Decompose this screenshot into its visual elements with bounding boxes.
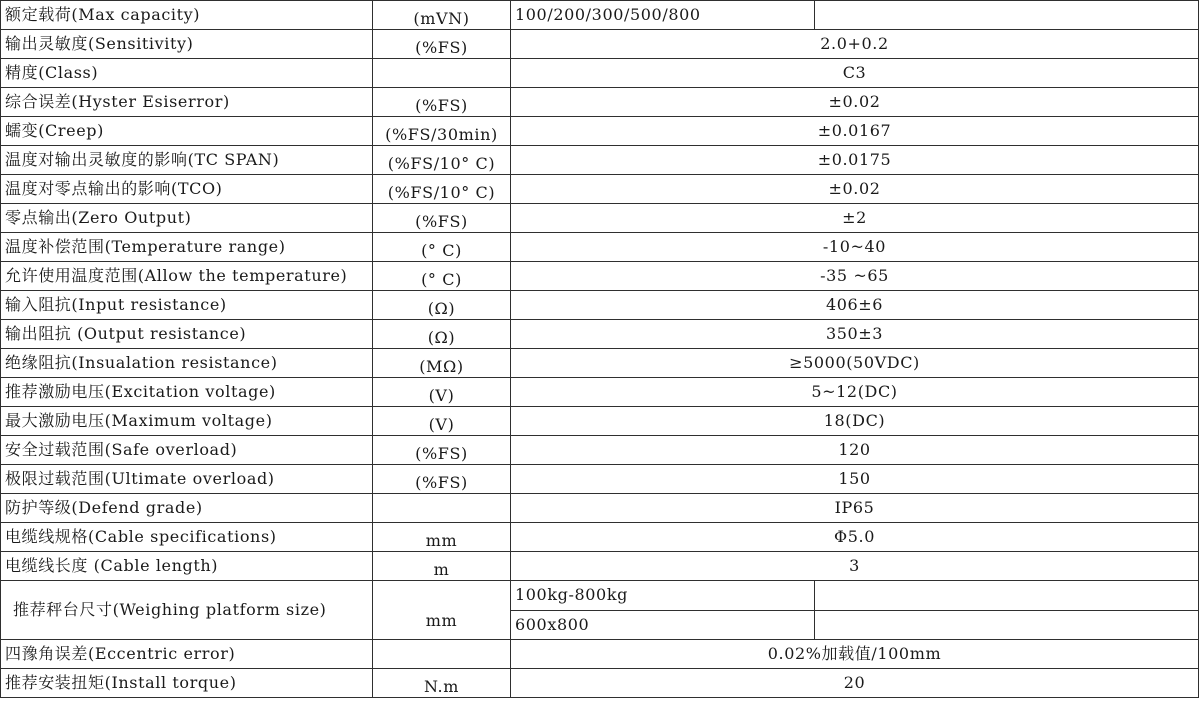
unit-cell [373,320,511,349]
unit-cell [373,407,511,436]
unit-cell [373,349,511,378]
table-row [1,640,1199,669]
unit-cell [373,378,511,407]
table-row [1,30,1199,59]
table-row [1,59,1199,88]
unit-cell [373,291,511,320]
param-cell: 温度对零点输出的影响(TCO) [1,175,373,204]
table-row [1,552,1199,581]
value-cell: 100kg-800kg [511,581,815,611]
empty-cell [815,610,1199,640]
unit-cell [373,581,511,640]
table-row [1,436,1199,465]
unit-cell [373,117,511,146]
value-cell: 600x800 [511,610,815,640]
param-cell: 输入阻抗(Input resistance) [1,291,373,320]
value-cell: 5~12(DC) [511,378,1199,407]
param-cell: 极限过载范围(Ultimate overload) [1,465,373,494]
value-cell: 0.02%加载值/100mm [511,640,1199,669]
unit-text: (%FS) [415,96,468,115]
value-cell: -35 ~65 [511,262,1199,291]
unit-text: (° C) [421,270,462,289]
unit-text: (%FS) [415,38,468,57]
value-cell: 3 [511,552,1199,581]
unit-text: (° C) [421,241,462,260]
value-cell: 406±6 [511,291,1199,320]
table-row [1,349,1199,378]
param-cell: 温度补偿范围(Temperature range) [1,233,373,262]
value-cell: Φ5.0 [511,523,1199,552]
unit-text: N.m [423,677,460,696]
param-cell: 温度对输出灵敏度的影响(TC SPAN) [1,146,373,175]
table-row [1,204,1199,233]
unit-text: (%FS) [415,444,468,463]
param-cell: 输出阻抗 (Output resistance) [1,320,373,349]
param-cell: 推荐激励电压(Excitation voltage) [1,378,373,407]
table-row [1,378,1199,407]
unit-cell [373,1,511,30]
table-row [1,117,1199,146]
unit-cell [373,640,511,669]
unit-cell [373,262,511,291]
unit-text: (Ω) [427,328,456,347]
param-cell: 额定载荷(Max capacity) [1,1,373,30]
param-cell: 电缆线规格(Cable specifications) [1,523,373,552]
unit-cell [373,552,511,581]
unit-cell [373,465,511,494]
unit-text: (%FS/30min) [385,125,498,144]
unit-cell [373,204,511,233]
param-cell: 电缆线长度 (Cable length) [1,552,373,581]
param-cell: 蠕变(Creep) [1,117,373,146]
unit-text: (MΩ) [419,357,464,376]
unit-cell [373,146,511,175]
table-row [1,146,1199,175]
table-row [1,233,1199,262]
param-cell: 绝缘阻抗(Insualation resistance) [1,349,373,378]
value-cell: 150 [511,465,1199,494]
param-cell: 四豫角误差(Eccentric error) [1,640,373,669]
unit-cell [373,30,511,59]
value-cell: 120 [511,436,1199,465]
table-row [1,262,1199,291]
unit-cell [373,436,511,465]
unit-cell [373,669,511,698]
table-row [1,175,1199,204]
param-cell: 最大激励电压(Maximum voltage) [1,407,373,436]
unit-text: (V) [428,415,455,434]
empty-cell [815,581,1199,611]
value-cell: 18(DC) [511,407,1199,436]
param-cell: 安全过载范围(Safe overload) [1,436,373,465]
value-cell: ±2 [511,204,1199,233]
value-cell: ≥5000(50VDC) [511,349,1199,378]
table-row [1,523,1199,552]
table-row [1,669,1199,698]
unit-text: (%FS) [415,473,468,492]
param-cell: 输出灵敏度(Sensitivity) [1,30,373,59]
value-cell: -10~40 [511,233,1199,262]
unit-text: (%FS/10° C) [387,154,496,173]
value-cell: C3 [511,59,1199,88]
unit-cell [373,88,511,117]
value-cell: 100/200/300/500/800 [511,1,815,30]
table-row [1,581,1199,611]
value-cell: 2.0+0.2 [511,30,1199,59]
unit-cell [373,523,511,552]
spec-table-body [1,1,1199,698]
unit-cell [373,494,511,523]
param-cell: 综合误差(Hyster Esiserror) [1,88,373,117]
param-cell: 精度(Class) [1,59,373,88]
unit-cell [373,175,511,204]
table-row [1,320,1199,349]
param-cell: 零点输出(Zero Output) [1,204,373,233]
unit-text: (V) [428,386,455,405]
param-cell: 防护等级(Defend grade) [1,494,373,523]
value-cell: IP65 [511,494,1199,523]
unit-text: (%FS/10° C) [387,183,496,202]
param-cell: 允许使用温度范围(Allow the temperature) [1,262,373,291]
unit-text: mm [425,611,458,630]
value-cell: 20 [511,669,1199,698]
table-row [1,88,1199,117]
unit-text: m [433,560,450,579]
value-cell: 350±3 [511,320,1199,349]
empty-cell [815,1,1199,30]
param-cell: 推荐秤台尺寸(Weighing platform size) [1,581,373,640]
param-cell: 推荐安装扭矩(Install torque) [1,669,373,698]
table-row [1,1,1199,30]
unit-text: (mVN) [413,9,470,28]
unit-text: (Ω) [427,299,456,318]
value-cell: ±0.02 [511,88,1199,117]
unit-cell [373,59,511,88]
unit-text: mm [425,531,458,550]
value-cell: ±0.02 [511,175,1199,204]
value-cell: ±0.0167 [511,117,1199,146]
table-row [1,291,1199,320]
table-row [1,407,1199,436]
table-row [1,494,1199,523]
value-cell: ±0.0175 [511,146,1199,175]
unit-text: (%FS) [415,212,468,231]
unit-cell [373,233,511,262]
table-row [1,465,1199,494]
